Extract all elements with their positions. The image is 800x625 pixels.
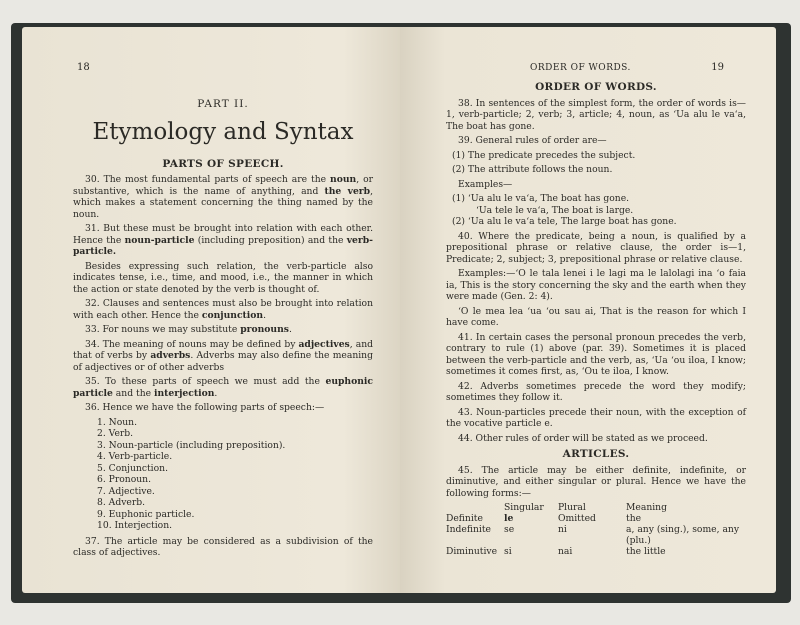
table-cell: Diminutive — [446, 546, 498, 557]
left-page-content — [73, 99, 373, 562]
parts-of-speech-list — [87, 417, 373, 532]
list-item: 4. Verb-particle. — [97, 451, 173, 462]
table-row — [446, 513, 746, 524]
paragraph — [73, 298, 373, 321]
table-cell: si — [504, 546, 512, 557]
table-cell: the little — [626, 546, 666, 557]
text-segment: , or substantive, which is the name of anything, and — [73, 174, 373, 197]
articles-heading: ARTICLES. — [562, 448, 630, 460]
running-head: ORDER OF WORDS. — [530, 63, 631, 73]
table-cell: Definite — [446, 513, 483, 524]
paragraph: 43. Noun-particles precede their noun, with the exception of the vocative particle e. — [446, 406, 746, 429]
rule: (1) The predicate precedes the subject. — [452, 149, 636, 161]
paragraph — [73, 223, 373, 258]
section-heading: ORDER OF WORDS. — [535, 81, 657, 93]
table-row — [446, 524, 746, 546]
paragraph: 42. Adverbs sometimes precede the word they modify; sometimes they follow it. — [446, 380, 746, 403]
text-segment: . — [214, 387, 218, 399]
text-segment: . Adverbs may also define the meaning of adjectives or of other adverbs — [73, 350, 373, 373]
paragraph: ‘O le mea lea ‘ua ‘ou sau ai, That is the reason for which I have come. — [446, 305, 746, 328]
paragraph — [73, 174, 373, 220]
table-header: Singular — [504, 502, 544, 513]
table-cell: the — [626, 513, 642, 524]
table-header: Plural — [558, 502, 586, 513]
section-title: Etymology and Syntax — [92, 118, 354, 145]
paragraph: 44. Other rules of order will be stated as we proceed. — [458, 432, 708, 444]
text-segment: and the — [112, 387, 154, 399]
text-segment: The article may be considered as a subdivision of the class of adjectives. — [73, 535, 373, 558]
text-segment: (including preposition) and the — [194, 234, 347, 246]
paragraph — [73, 261, 373, 296]
paragraph-number: 31. — [85, 223, 100, 234]
text-segment: The most fundamental parts of speech are the — [99, 174, 331, 185]
table-cell: le — [504, 513, 514, 524]
list-item: 1. Noun. — [97, 416, 138, 428]
list-item: 6. Pronoun. — [97, 474, 151, 485]
list-item: 2. Verb. — [97, 428, 134, 439]
bold-term: the verb — [324, 185, 371, 197]
paragraph-number: 36. — [85, 402, 100, 413]
example: ‘Ua tele le va‘a, The boat is large. — [476, 204, 634, 216]
paragraph: Examples:—‘O le tala lenei i le lagi ma le lalolagi ina ‘o faia ia, This is the story concerning the sky and the earth when they were made (Gen. 2: 4). — [446, 268, 746, 302]
text-segment: , and that of verbs by — [73, 338, 373, 361]
paragraph: 40. Where the predicate, being a noun, is qualified by a prepositional phrase or relative clause, the order is—1, Predicate; 2, subject; 3, prepositional phrase or relative clause. — [446, 230, 746, 265]
paragraph: 45. The article may be either definite, indefinite, or diminutive, and either singular or plural. Hence we have the following forms:— — [446, 464, 746, 499]
paragraph — [73, 324, 373, 336]
text-segment: The meaning of nouns may be defined by — [99, 338, 299, 350]
part-title: PART II. — [197, 98, 249, 110]
table-row — [446, 546, 746, 557]
articles-table — [446, 502, 746, 557]
list-item: 10. Interjection. — [97, 520, 173, 531]
list-item: 7. Adjective. — [97, 485, 155, 497]
text-segment: But these must be brought into relation with each other. Hence the — [73, 223, 373, 246]
text-segment: Hence we have the following parts of speech:— — [99, 402, 325, 413]
paragraph-group — [73, 536, 373, 559]
paragraph — [73, 376, 373, 399]
table-cell: a, any (sing.), some, any (plu.) — [626, 524, 740, 546]
list-item: 3. Noun-particle (including preposition). — [97, 439, 286, 451]
paragraph-number: 33. — [85, 324, 100, 335]
text-segment: Besides expressing such relation, the verb-particle also indicates tense, i.e., time, and mood, i.e., the manner in which the action or state denoted by the verb is thought of. — [73, 260, 373, 295]
table-cell: nai — [558, 546, 573, 557]
paragraph-number: 35. — [85, 376, 100, 387]
bold-term: adverbs — [150, 350, 191, 361]
paragraph-number: 30. — [85, 174, 100, 185]
left-page — [22, 27, 400, 593]
right-page-content — [446, 82, 746, 557]
bold-term: conjunction — [201, 309, 264, 321]
paragraph-number: 32. — [85, 298, 100, 309]
right-page — [400, 27, 776, 593]
text-segment: . — [288, 324, 292, 335]
table-header — [446, 502, 504, 513]
rule: (2) The attribute follows the noun. — [452, 164, 613, 175]
text-segment: Clauses and sentences must also be brought into relation with each other. Hence the — [73, 298, 373, 321]
paragraph: 38. In sentences of the simplest form, the order of words is—1, verb-particle; 2, verb; 3, article; 4, noun, as ‘Ua alu le va‘a, The boat has gone. — [446, 97, 746, 132]
text-segment: . — [263, 309, 267, 321]
text-segment: For nouns we may substitute — [99, 324, 241, 335]
list-item: 9. Euphonic particle. — [97, 508, 195, 520]
list-item: 5. Conjunction. — [97, 462, 168, 474]
paragraph: 39. General rules of order are— — [458, 135, 607, 146]
list-item: 8. Adverb. — [97, 497, 146, 508]
paragraph-number: 34. — [85, 338, 100, 350]
bold-term: noun-particle — [124, 234, 195, 246]
table-cell: se — [504, 524, 515, 535]
table-cell: Omitted — [558, 513, 596, 524]
examples-label: Examples— — [458, 178, 513, 190]
bold-term: interjection — [153, 387, 215, 399]
table-header: Meaning — [626, 502, 667, 513]
table-header-row — [446, 502, 746, 513]
bold-term: noun — [330, 174, 357, 185]
bold-term: adjectives — [298, 338, 350, 350]
page-number: 18 — [77, 62, 90, 73]
table-cell: Indefinite — [446, 524, 491, 535]
paragraph: 41. In certain cases the personal pronoun precedes the verb, contrary to rule (1) above (par. 39). Sometimes it is placed between the verb-particle and the verb, as, ‘Ua ‘ou iloa, I know; sometimes it comes first, as, ‘Ou te iloa, I know. — [446, 331, 746, 377]
paragraph — [73, 536, 373, 559]
bold-term: verb-particle. — [73, 234, 373, 257]
example: (2) ‘Ua alu le va‘a tele, The large boat has gone. — [452, 216, 677, 227]
page-number: 19 — [711, 62, 724, 73]
bold-term: pronouns — [240, 324, 289, 335]
table-cell: ni — [558, 524, 567, 535]
paragraph — [73, 339, 373, 374]
section-heading: PARTS OF SPEECH. — [162, 157, 284, 170]
paragraph — [73, 402, 373, 414]
bold-term: euphonic particle — [73, 376, 373, 399]
paragraph-number: 37. — [85, 535, 100, 547]
text-segment: To these parts of speech we must add the — [99, 376, 326, 387]
example: (1) ‘Ua alu le va‘a, The boat has gone. — [452, 193, 630, 204]
paragraph-group — [73, 174, 373, 414]
text-segment: , which makes a statement concerning the thing named by the noun. — [73, 185, 373, 220]
